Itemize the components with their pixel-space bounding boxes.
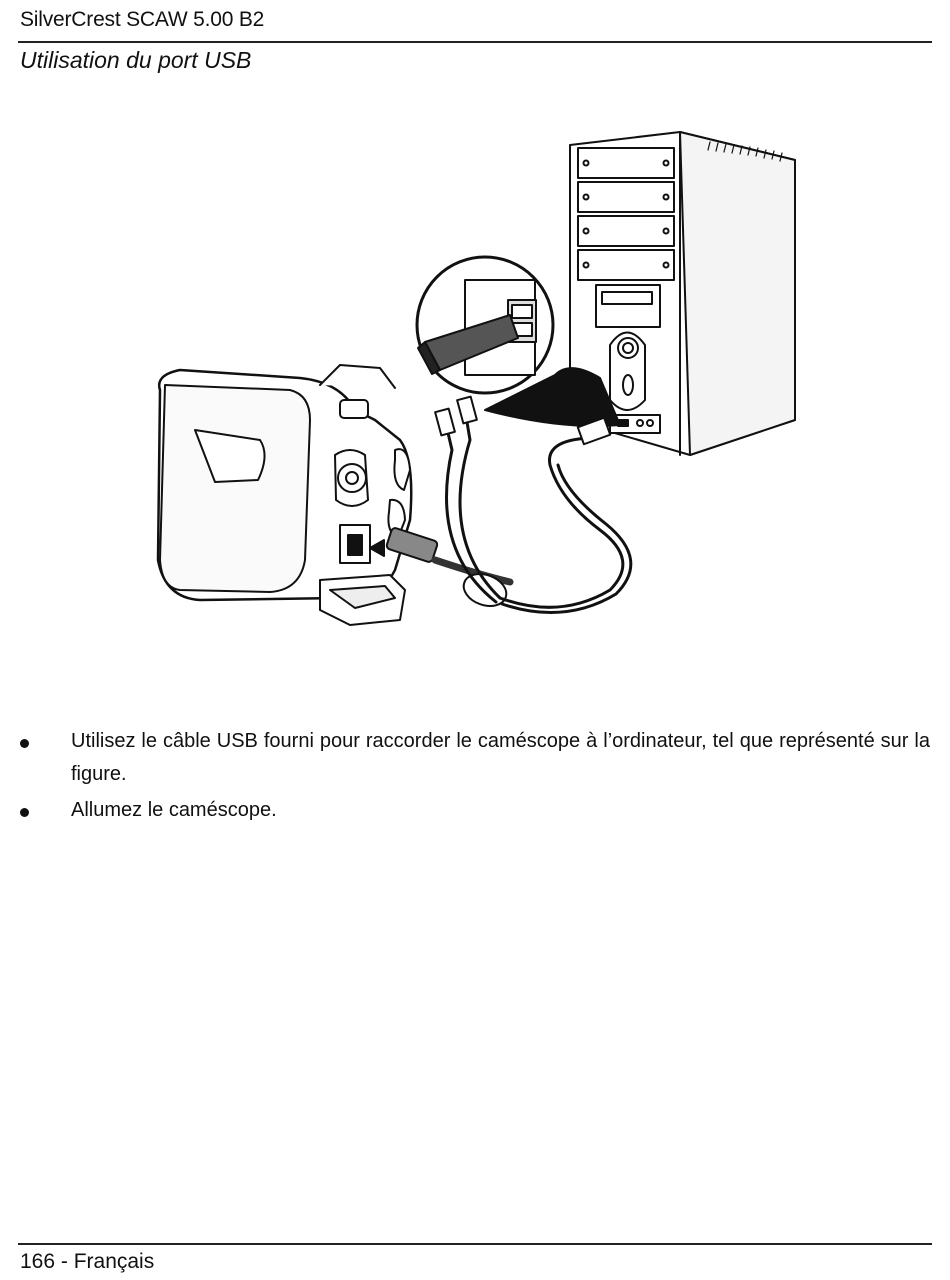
instruction-text: Allumez le caméscope.	[71, 799, 277, 821]
header-divider	[18, 41, 932, 43]
page-number: 166 - Français	[20, 1250, 155, 1273]
list-item	[20, 794, 930, 827]
section-title: Utilisation du port USB	[20, 47, 252, 73]
camcorder-icon	[158, 365, 411, 625]
document-header-title: SilverCrest SCAW 5.00 B2	[20, 8, 265, 31]
bullet-icon	[20, 808, 29, 817]
instruction-text: Utilisez le câble USB fourni pour raccorder le caméscope à l’ordinateur, tel que représenté sur la figure.	[71, 730, 930, 785]
usb-connection-illustration	[140, 120, 820, 650]
footer-divider	[18, 1243, 932, 1245]
instruction-list	[20, 725, 930, 830]
usb-cable-icon	[386, 397, 631, 613]
list-item	[20, 725, 930, 791]
bullet-icon	[20, 739, 29, 748]
